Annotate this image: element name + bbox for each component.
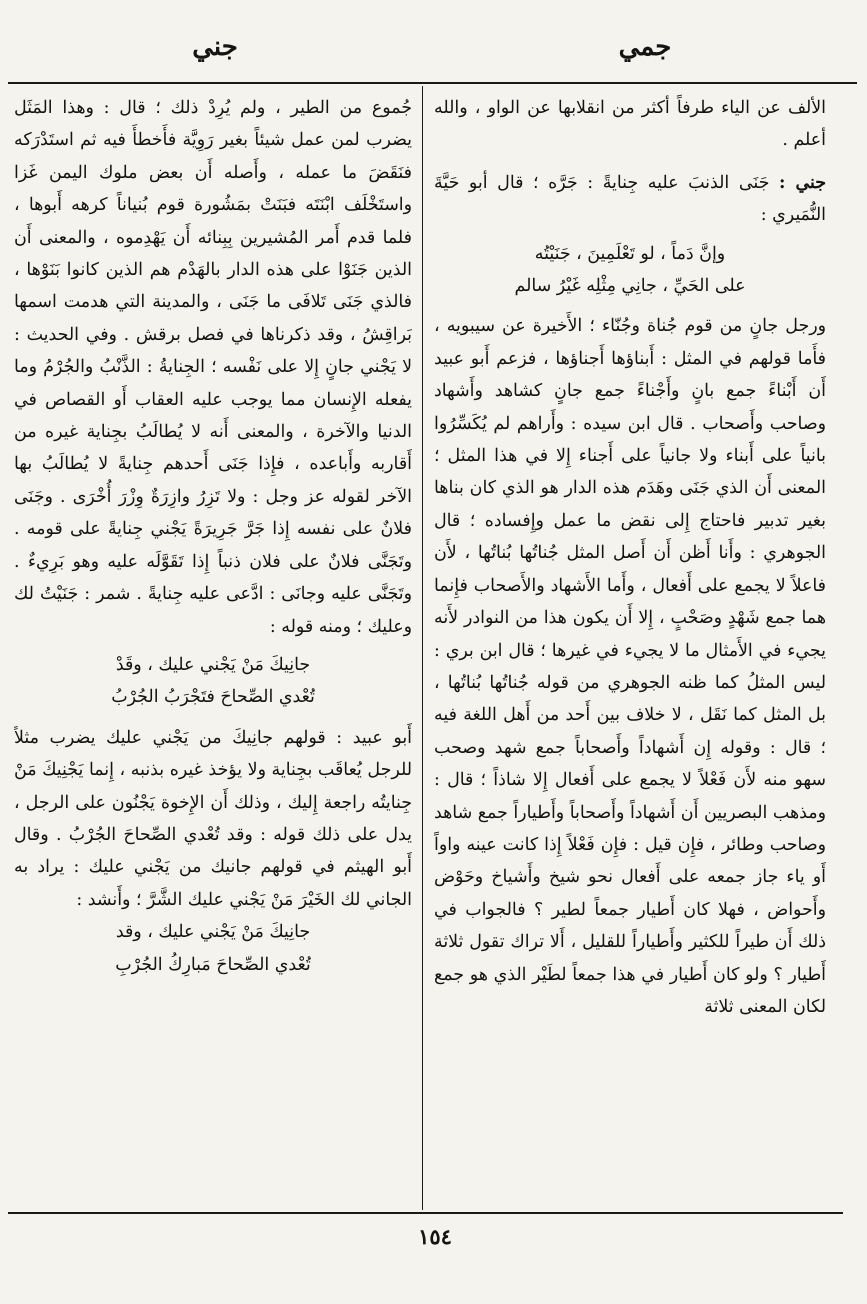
verse-line: تُعْدي الصِّحاحَ مَبارِكُ الجُرْبِ [115,954,311,975]
left-paragraph-2: أَبو عبيد : قولهم جانِيكَ من يَجْني عليك يضرب مثلاً للرجل يُعاقَب بجِناية ولا يؤخذ غيره بذنبه ، إِنما يَجْنِيكَ مَنْ جِنايتُه راجعة إِليك ، وذلك أَن الإِخوة يَجْنُون على الرجل ، يدل على ذلك قوله : وقد تُعْدي الصِّحاحَ الجُرْبُ . وقال أَبو الهيثم في قولهم جانيك من يَجْني عليك : يراد به الجاني لك الخَيْرَ مَنْ يَجْني عليك الشَّرَّ ؛ وأَنشد : [14,727,412,910]
left-paragraph-1: جُموع من الطير ، ولم يُرِدْ ذلك ؛ قال : وهذا المَثَل يضرب لمن عمل شيئاً بغير رَوِيَّة فأَخطأَ فيه ثم استَدْرَكه فنَقَضَ ما عمله ، وأَصله أَن بعض ملوك اليمن غَزا واستَخْلَف ابْنَتَه فبَنَتْ بمَشُورة قوم بُنياناً كرهه أَبوها ، فلما قدم أَمر المُشيرين بِبِنائه أَن يَهْدِموه ، والمعنى أَن الذين جَنَوْا على هذه الدار بالهَدْم هم الذين كانوا بَنَوْها ، فالذي جَنَى تَلافَى ما جَنَى ، والمدينة التي هدمت اسمها بَراقِشُ ، وقد ذكرناها في فصل برقش . وفي الحديث : لا يَجْني جانٍ إِلا على نَفْسه ؛ الجِنايةُ : الذَّنْبُ والجُرْمُ وما يفعله الإِنسان مما يوجب عليه العقاب أَو القصاص في الدنيا والآخرة ، والمعنى أَنه لا يُطالَبُ بجِناية غيره من أَقاربه وأَباعده ، فإِذا جَنَى أَحدهم جِنايةً لا يُطالَبُ بها الآخر لقوله عز وجل : ولا تَزِرُ وازِرَةٌ وِزْرَ أُخْرَى . وجَنَى فلانٌ على نفسه إِذا جَرَّ جَرِيرَةً يَجْني جِنايةً على قومه . وتَجَنَّى فلانٌ على فلان ذنباً إِذا تَقَوَّلَه عليه وهو بَرِيءٌ . وتَجَنَّى عليه وجانَى : ادَّعى عليه جِنايةً . شمر : جَنَيْتُ لك وعليك ؛ ومنه قوله : [14,98,412,637]
entry-definition: جَنَى الذنبَ عليه جِنايةً : جَرَّه ؛ قال أبو حَيَّةَ النُّمَيري : [434,172,826,226]
running-header-right: جمي [618,32,672,62]
verse-line: وإنَّ دَماً ، لو تَعْلَمِينَ ، جَنَيْتُه [534,243,726,264]
column-divider [422,86,423,1210]
verse-line: على الحَيِّ ، جانِي مِثْلِه غَيْرُ سالم [514,276,746,297]
header-rule [8,82,857,84]
right-column [434,92,826,1206]
left-column [14,92,412,1206]
page-number: ١٥٤ [418,1224,452,1249]
right-paragraph-3: ورجل جانٍ من قوم جُناة وجُنّاء ؛ الأَخيرة عن سيبويه ، فأَما قولهم في المثل : أَبناؤها أَجناؤها ، فزعم أَبو عبيد أَن أَبْناءً جمع بانٍ وأَجْناءً جمع جانٍ كشاهد وأَشهاد وصاحب وأَصحاب . قال ابن سيده : وأَراهم لم يُكَسِّرُوا بانياً على أَبناء ولا جانياً على أَجناء إِلا في هذا المثل ؛ المعنى أَن الذي جَنَى وهَدَم هذه الدار هو الذي كان بناها بغير تدبير فاحتاج إِلى نقض ما عمل وإِفساده ؛ قال الجوهري : وأَنا أَظن أَن أَصل المثل جُناتُها بُناتُها ، لأَن فاعلاً لا يجمع على أَفعال ، وأَما الأَشهاد والأَصحاب فإِنما هما جمع شَهْدٍ وصَحْبٍ ، إِلا أَن يكون هذا من النوادر لأَنه يجيء في الأَمثال ما لا يجيء في غيرها ؛ قال ابن بري : ليس المثلُ كما ظنه الجوهري من قوله جُناتُها بُناتُها ، بل المثل كما نَقَل ، لا خلاف بين أَحد من أَهل اللغة فيه ؛ قال : وقوله إِن أَشهاداً وأَصحاباً جمع شهد وصحب سهو منه لأَن فَعْلاً لا يجمع على أَفعال إِلا شاذاً ؛ قال : ومذهب البصريين أَن أَشهاداً وأَصحاباً وأَطياراً جمع شاهد وصاحب وطائر ، فإِن قيل : فإِن فَعْلاً إِذا كانت عينه واواً أَو ياء جاز جمعه على أَفعال نحو شيخ وأَشياخ وحَوْض وأَحواض ، فهلا كان أَطيار جمعاً لطير ؟ فالجواب في ذلك أَن طيراً للكثير وأَطياراً للقليل ، أَلا تراك تقول ثلاثة أَطيار ؟ ولو كان أَطيار في هذا جمعاً لطَيْر الذي هو جمع لكان المعنى ثلاثة [434,316,826,1017]
running-header-left: جني [192,32,238,62]
right-paragraph-1: الألف عن الياء طرفاً أكثر من انقلابها عن الواو ، والله أعلم . [434,98,826,151]
entry-paragraph [434,167,826,232]
verse-line: جانِيكَ مَنْ يَجْني عليك ، وقد [115,922,311,943]
verse-line: جانِيكَ مَنْ يَجْني عليك ، وقَدْ [115,654,311,675]
entry-headword: جني : [778,172,826,193]
footer-rule [8,1212,843,1214]
verse-line: تُعْدي الصِّحاحَ فتَجْرَبُ الجُرْبُ [111,687,315,708]
